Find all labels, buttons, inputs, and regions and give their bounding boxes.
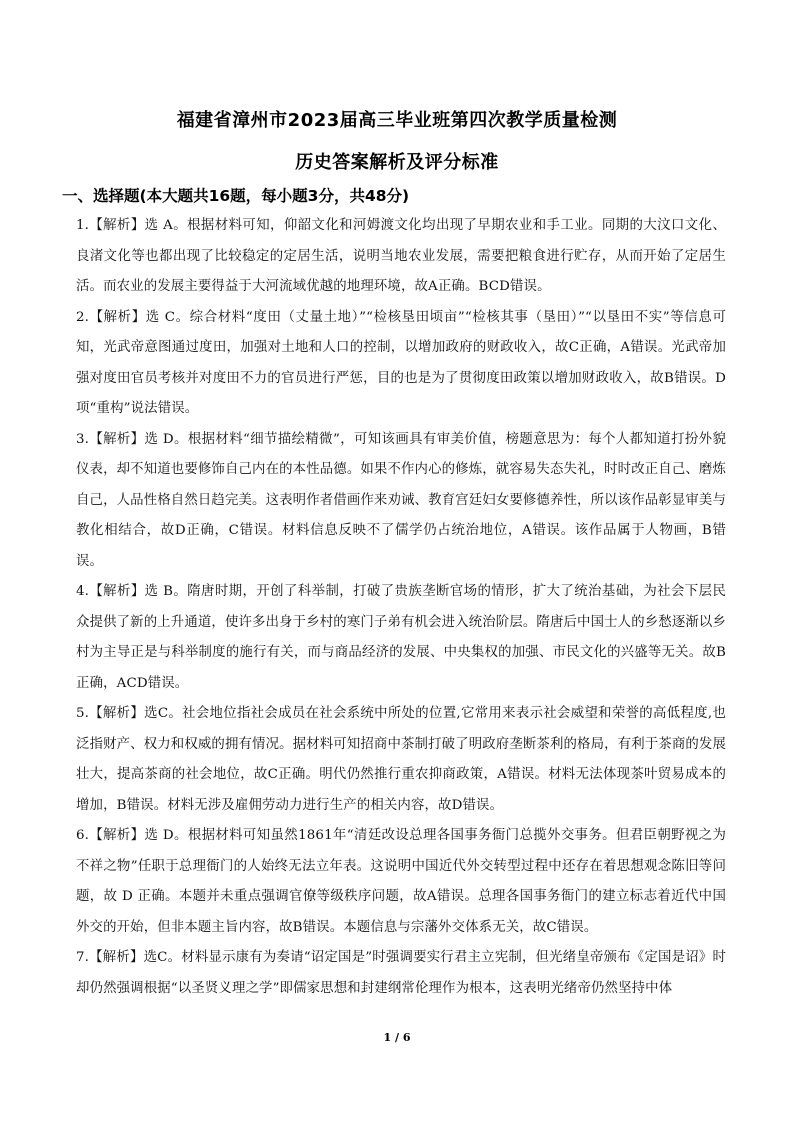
page-number: 1 / 6 (383, 1031, 411, 1044)
answer-5: 5.【解析】选C。社会地位指社会成员在社会系统中所处的位置,它常用来表示社会威望和荣誉的高低程度,也泛指财产、权力和权威的拥有情况。据材料可知招商中茶制打破了明政府垄断茶利的格局，有利于茶商的发展壮大，提高茶商的社会地位，故C正确。明代仍然推行重农抑商政策，A错误。材料无法体现茶叶贸易成本的增加，B错误。材料无涉及雇佣劳动力进行生产的相关内容，故D错误。 (76, 706, 726, 813)
answer-2: 2.【解析】选 C。综合材料“度田（丈量土地）”“检核垦田顷亩”“检核其事（垦田）”“以垦田不实”等信息可知，光武帝意图通过度田，加强对土地和人口的控制，以增加政府的财政收入，故C正确，A错误。光武帝加强对度田官员考核并对度田不力的官员进行严惩，目的也是为了贯彻度田政策以增加财政收入，故B错误。D项“重构”说法错误。 (76, 309, 726, 416)
section-heading: 一、选择题(本大题共16题，每小题3分，共48分) (62, 187, 410, 205)
answer-3: 3.【解析】选 D。根据材料“细节描绘精微”，可知该画具有审美价值，榜题意思为：每个人都知道打扮外貌仪表，却不知道也要修饰自己内在的本性品德。如果不作内心的修炼，就容易失态失礼，时时改正自己、磨炼自己，人品性格自然日趋完美。这表明作者借画作来劝诫、教育宫廷妇女要修德养性，所以该作品彰显审美与教化相结合，故D正确，C错误。材料信息反映不了儒学仍占统治地位，A错误。该作品属于人物画，B错误。 (76, 431, 726, 569)
answer-4: 4.【解析】选 B。隋唐时期，开创了科举制，打破了贵族垄断官场的情形，扩大了统治基础，为社会下层民众提供了新的上升通道，使许多出身于乡村的寒门子弟有机会进入统治阶层。隋唐后中国士人的乡愁逐渐以乡村为主导正是与科举制度的施行有关，而与商品经济的发展、中央集权的加强、市民文化的兴盛等无关。故B正确，ACD错误。 (76, 584, 726, 691)
answer-1: 1.【解析】选 A。根据材料可知，仰韶文化和河姆渡文化均出现了早期农业和手工业。同期的大汶口文化、良渚文化等也都出现了比较稳定的定居生活，说明当地农业发展，需要把粮食进行贮存，从而开始了定居生活。而农业的发展主要得益于大河流域优越的地理环境，故A正确。BCD错误。 (76, 218, 726, 294)
answer-7: 7.【解析】选C。材料显示康有为奏请“诏定国是”时强调要实行君主立宪制，但光绪皇帝颁布《定国是诏》时却仍然强调根据“以圣贤义理之学”即儒家思想和封建纲常伦理作为根本，这表明光绪帝仍然坚持中体 (76, 950, 726, 996)
answer-list (76, 211, 726, 1004)
answer-6: 6.【解析】选 D。根据材料可知虽然1861年“清廷改设总理各国事务衙门总揽外交事务。但君臣朝野视之为不祥之物”任职于总理衙门的人始终无法立年表。这说明中国近代外交转型过程中还存在着思想观念陈旧等问题，故 D 正确。本题并未重点强调官僚等级秩序问题，故A错误。总理各国事务衙门的建立标志着近代中国外交的开始，但非本题主旨内容，故B错误。本题信息与宗藩外交体系无关，故C错误。 (76, 828, 726, 935)
document-title: 福建省漳州市2023届高三毕业班第四次教学质量检测 (176, 110, 618, 131)
document-subtitle: 历史答案解析及评分标准 (295, 152, 499, 173)
